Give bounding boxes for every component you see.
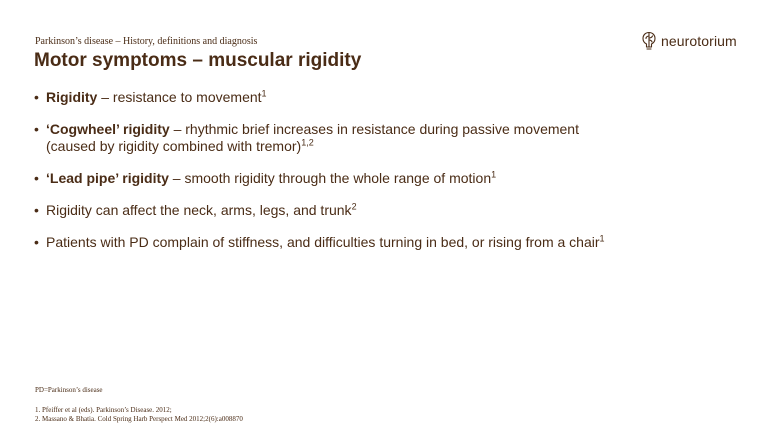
logo — [641, 31, 737, 51]
bullet-term: Rigidity — [46, 89, 98, 105]
reference-item: 1. Pfeiffer et al (eds). Parkinson’s Disease. 2012; — [35, 406, 172, 414]
bullet-text: – resistance to movement — [97, 89, 262, 105]
abbreviation-note: PD=Parkinson’s disease — [35, 386, 103, 394]
bullet-text: Patients with PD complain of stiffness, and difficulties turning in bed, or rising from a chair — [46, 234, 600, 250]
bullet-ref: 1 — [261, 88, 267, 99]
bullet-text-continued: (caused by rigidity combined with tremor) — [46, 138, 302, 154]
bullet-item — [34, 202, 714, 219]
reference-item: 2. Massano & Bhatia. Cold Spring Harb Perspect Med 2012;2(6):a008870 — [35, 415, 243, 423]
bullet-term: ‘Cogwheel’ rigidity — [46, 121, 170, 137]
references — [35, 406, 243, 424]
bullet-list — [34, 89, 714, 266]
bullet-ref: 1,2 — [301, 137, 314, 148]
bullet-item — [34, 234, 714, 251]
bullet-item — [34, 89, 714, 106]
bullet-item — [34, 170, 714, 187]
bullet-item — [34, 121, 714, 155]
bullet-ref: 1 — [491, 169, 497, 180]
brain-leaf-icon — [641, 31, 657, 51]
logo-text: neurotorium — [661, 33, 737, 49]
bullet-ref: 1 — [599, 233, 605, 244]
header-kicker: Parkinson’s disease – History, definitions and diagnosis — [35, 36, 258, 47]
bullet-term: ‘Lead pipe’ rigidity — [46, 170, 169, 186]
bullet-text: Rigidity can affect the neck, arms, legs, and trunk — [46, 202, 352, 218]
bullet-text: – rhythmic brief increases in resistance during passive movement — [169, 121, 579, 137]
page-title: Motor symptoms – muscular rigidity — [34, 50, 362, 71]
bullet-text: – smooth rigidity through the whole range of motion — [168, 170, 492, 186]
bullet-ref: 2 — [351, 201, 357, 212]
